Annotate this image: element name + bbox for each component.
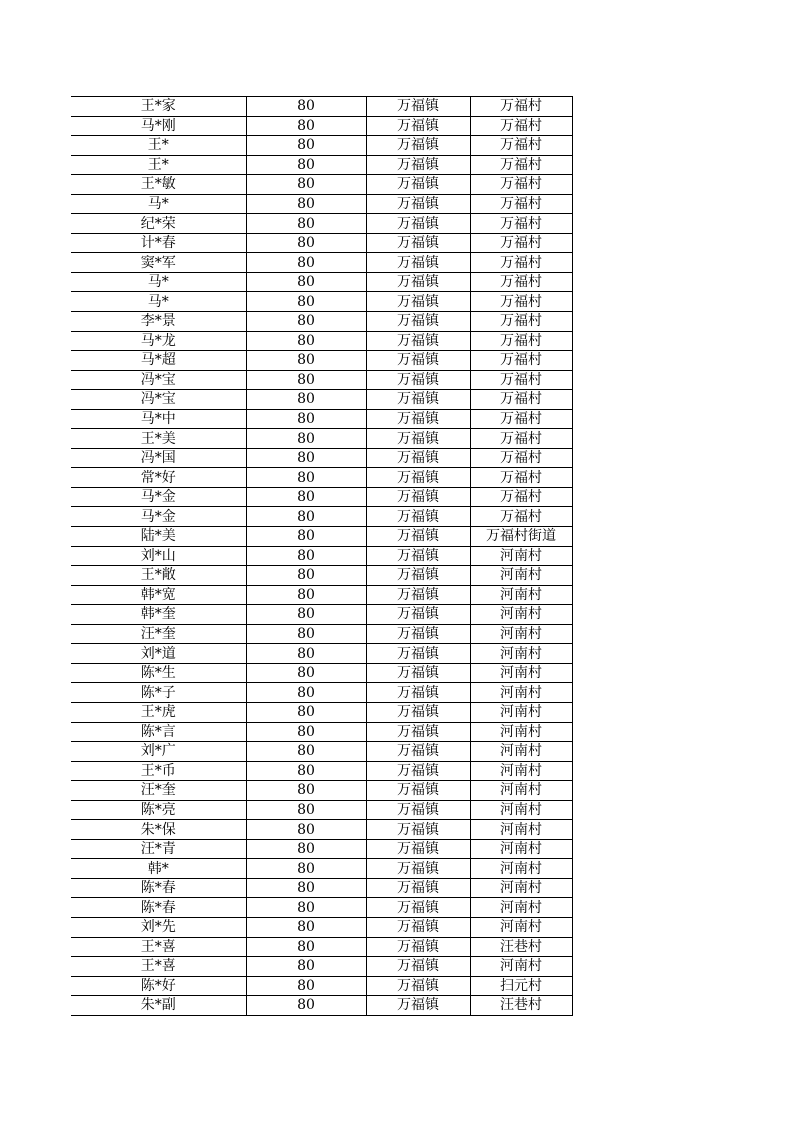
name-cell: 王*喜 bbox=[71, 937, 246, 957]
name-cell: 马* bbox=[71, 272, 246, 292]
town-cell: 万福镇 bbox=[366, 136, 470, 156]
town-cell: 万福镇 bbox=[366, 996, 470, 1016]
village-cell: 万福村 bbox=[470, 448, 572, 468]
name-cell: 王*喜 bbox=[71, 957, 246, 977]
amount-cell: 80 bbox=[246, 566, 366, 586]
name-cell: 李*景 bbox=[71, 312, 246, 332]
table-row bbox=[71, 898, 572, 918]
name-cell: 冯*宝 bbox=[71, 390, 246, 410]
amount-cell: 80 bbox=[246, 233, 366, 253]
amount-cell: 80 bbox=[246, 527, 366, 547]
village-cell: 汪巷村 bbox=[470, 937, 572, 957]
village-cell: 万福村 bbox=[470, 468, 572, 488]
table-row bbox=[71, 331, 572, 351]
table-row bbox=[71, 683, 572, 703]
table-row bbox=[71, 917, 572, 937]
village-cell: 万福村 bbox=[470, 214, 572, 234]
table-row bbox=[71, 409, 572, 429]
village-cell: 河南村 bbox=[470, 566, 572, 586]
amount-cell: 80 bbox=[246, 272, 366, 292]
town-cell: 万福镇 bbox=[366, 214, 470, 234]
table-row bbox=[71, 605, 572, 625]
village-cell: 万福村 bbox=[470, 390, 572, 410]
amount-cell: 80 bbox=[246, 448, 366, 468]
name-cell: 王*家 bbox=[71, 97, 246, 117]
amount-cell: 80 bbox=[246, 390, 366, 410]
table-row bbox=[71, 390, 572, 410]
amount-cell: 80 bbox=[246, 468, 366, 488]
amount-cell: 80 bbox=[246, 878, 366, 898]
amount-cell: 80 bbox=[246, 800, 366, 820]
amount-cell: 80 bbox=[246, 722, 366, 742]
amount-cell: 80 bbox=[246, 898, 366, 918]
table-row bbox=[71, 253, 572, 273]
village-cell: 河南村 bbox=[470, 878, 572, 898]
village-cell: 万福村 bbox=[470, 233, 572, 253]
table-row bbox=[71, 194, 572, 214]
village-cell: 万福村 bbox=[470, 351, 572, 371]
name-cell: 王*敞 bbox=[71, 566, 246, 586]
town-cell: 万福镇 bbox=[366, 116, 470, 136]
amount-cell: 80 bbox=[246, 702, 366, 722]
village-cell: 河南村 bbox=[470, 663, 572, 683]
table-row bbox=[71, 292, 572, 312]
table-row bbox=[71, 859, 572, 879]
village-cell: 万福村 bbox=[470, 312, 572, 332]
name-cell: 冯*国 bbox=[71, 448, 246, 468]
town-cell: 万福镇 bbox=[366, 976, 470, 996]
town-cell: 万福镇 bbox=[366, 175, 470, 195]
table-row bbox=[71, 233, 572, 253]
name-cell: 计*春 bbox=[71, 233, 246, 253]
village-cell: 万福村街道 bbox=[470, 527, 572, 547]
town-cell: 万福镇 bbox=[366, 487, 470, 507]
name-cell: 常*好 bbox=[71, 468, 246, 488]
town-cell: 万福镇 bbox=[366, 937, 470, 957]
town-cell: 万福镇 bbox=[366, 722, 470, 742]
amount-cell: 80 bbox=[246, 312, 366, 332]
village-cell: 汪巷村 bbox=[470, 996, 572, 1016]
village-cell: 河南村 bbox=[470, 644, 572, 664]
village-cell: 万福村 bbox=[470, 136, 572, 156]
amount-cell: 80 bbox=[246, 839, 366, 859]
name-cell: 马*刚 bbox=[71, 116, 246, 136]
table-row bbox=[71, 272, 572, 292]
town-cell: 万福镇 bbox=[366, 292, 470, 312]
village-cell: 河南村 bbox=[470, 585, 572, 605]
name-cell: 朱*保 bbox=[71, 820, 246, 840]
name-cell: 马*龙 bbox=[71, 331, 246, 351]
name-cell: 王*美 bbox=[71, 429, 246, 449]
table-row bbox=[71, 722, 572, 742]
name-cell: 汪*青 bbox=[71, 839, 246, 859]
village-cell: 万福村 bbox=[470, 507, 572, 527]
village-cell: 万福村 bbox=[470, 253, 572, 273]
town-cell: 万福镇 bbox=[366, 605, 470, 625]
table-row bbox=[71, 468, 572, 488]
amount-cell: 80 bbox=[246, 487, 366, 507]
name-cell: 陈*春 bbox=[71, 878, 246, 898]
town-cell: 万福镇 bbox=[366, 448, 470, 468]
amount-cell: 80 bbox=[246, 781, 366, 801]
town-cell: 万福镇 bbox=[366, 683, 470, 703]
village-cell: 万福村 bbox=[470, 429, 572, 449]
name-cell: 窦*军 bbox=[71, 253, 246, 273]
table-row bbox=[71, 839, 572, 859]
town-cell: 万福镇 bbox=[366, 957, 470, 977]
town-cell: 万福镇 bbox=[366, 390, 470, 410]
name-cell: 汪*奎 bbox=[71, 624, 246, 644]
amount-cell: 80 bbox=[246, 507, 366, 527]
name-cell: 朱*副 bbox=[71, 996, 246, 1016]
town-cell: 万福镇 bbox=[366, 761, 470, 781]
amount-cell: 80 bbox=[246, 292, 366, 312]
town-cell: 万福镇 bbox=[366, 468, 470, 488]
table-row bbox=[71, 781, 572, 801]
town-cell: 万福镇 bbox=[366, 409, 470, 429]
town-cell: 万福镇 bbox=[366, 507, 470, 527]
amount-cell: 80 bbox=[246, 253, 366, 273]
village-cell: 河南村 bbox=[470, 624, 572, 644]
village-cell: 河南村 bbox=[470, 800, 572, 820]
table-row bbox=[71, 566, 572, 586]
table-row bbox=[71, 429, 572, 449]
name-cell: 马* bbox=[71, 292, 246, 312]
name-cell: 刘*先 bbox=[71, 917, 246, 937]
amount-cell: 80 bbox=[246, 937, 366, 957]
amount-cell: 80 bbox=[246, 742, 366, 762]
table-row bbox=[71, 820, 572, 840]
village-cell: 扫元村 bbox=[470, 976, 572, 996]
table-row bbox=[71, 976, 572, 996]
name-cell: 刘*广 bbox=[71, 742, 246, 762]
table-row bbox=[71, 370, 572, 390]
amount-cell: 80 bbox=[246, 97, 366, 117]
town-cell: 万福镇 bbox=[366, 859, 470, 879]
village-cell: 河南村 bbox=[470, 605, 572, 625]
amount-cell: 80 bbox=[246, 683, 366, 703]
table-row bbox=[71, 546, 572, 566]
village-cell: 河南村 bbox=[470, 839, 572, 859]
table-body bbox=[71, 97, 572, 1016]
amount-cell: 80 bbox=[246, 409, 366, 429]
table-row bbox=[71, 448, 572, 468]
town-cell: 万福镇 bbox=[366, 194, 470, 214]
name-cell: 马*超 bbox=[71, 351, 246, 371]
village-cell: 万福村 bbox=[470, 116, 572, 136]
amount-cell: 80 bbox=[246, 644, 366, 664]
village-cell: 万福村 bbox=[470, 175, 572, 195]
town-cell: 万福镇 bbox=[366, 253, 470, 273]
table-row bbox=[71, 507, 572, 527]
amount-cell: 80 bbox=[246, 663, 366, 683]
village-cell: 河南村 bbox=[470, 683, 572, 703]
town-cell: 万福镇 bbox=[366, 546, 470, 566]
village-cell: 河南村 bbox=[470, 917, 572, 937]
name-cell: 陈*子 bbox=[71, 683, 246, 703]
village-cell: 万福村 bbox=[470, 194, 572, 214]
amount-cell: 80 bbox=[246, 996, 366, 1016]
town-cell: 万福镇 bbox=[366, 585, 470, 605]
name-cell: 陈*言 bbox=[71, 722, 246, 742]
table-row bbox=[71, 742, 572, 762]
town-cell: 万福镇 bbox=[366, 663, 470, 683]
amount-cell: 80 bbox=[246, 976, 366, 996]
town-cell: 万福镇 bbox=[366, 272, 470, 292]
amount-cell: 80 bbox=[246, 859, 366, 879]
table-row bbox=[71, 957, 572, 977]
table-row bbox=[71, 116, 572, 136]
data-table bbox=[71, 96, 573, 1016]
village-cell: 万福村 bbox=[470, 370, 572, 390]
name-cell: 韩*宽 bbox=[71, 585, 246, 605]
table-row bbox=[71, 761, 572, 781]
village-cell: 河南村 bbox=[470, 702, 572, 722]
table-row bbox=[71, 624, 572, 644]
town-cell: 万福镇 bbox=[366, 155, 470, 175]
name-cell: 汪*奎 bbox=[71, 781, 246, 801]
name-cell: 冯*宝 bbox=[71, 370, 246, 390]
name-cell: 王*币 bbox=[71, 761, 246, 781]
town-cell: 万福镇 bbox=[366, 898, 470, 918]
village-cell: 万福村 bbox=[470, 331, 572, 351]
town-cell: 万福镇 bbox=[366, 839, 470, 859]
table-row bbox=[71, 214, 572, 234]
table-row bbox=[71, 937, 572, 957]
name-cell: 王* bbox=[71, 155, 246, 175]
village-cell: 万福村 bbox=[470, 155, 572, 175]
table-row bbox=[71, 527, 572, 547]
village-cell: 河南村 bbox=[470, 781, 572, 801]
name-cell: 王* bbox=[71, 136, 246, 156]
name-cell: 马*金 bbox=[71, 487, 246, 507]
name-cell: 刘*道 bbox=[71, 644, 246, 664]
amount-cell: 80 bbox=[246, 175, 366, 195]
town-cell: 万福镇 bbox=[366, 644, 470, 664]
village-cell: 万福村 bbox=[470, 272, 572, 292]
town-cell: 万福镇 bbox=[366, 97, 470, 117]
table-row bbox=[71, 136, 572, 156]
amount-cell: 80 bbox=[246, 351, 366, 371]
amount-cell: 80 bbox=[246, 917, 366, 937]
village-cell: 万福村 bbox=[470, 97, 572, 117]
town-cell: 万福镇 bbox=[366, 312, 470, 332]
town-cell: 万福镇 bbox=[366, 527, 470, 547]
village-cell: 万福村 bbox=[470, 409, 572, 429]
amount-cell: 80 bbox=[246, 820, 366, 840]
town-cell: 万福镇 bbox=[366, 800, 470, 820]
town-cell: 万福镇 bbox=[366, 331, 470, 351]
village-cell: 万福村 bbox=[470, 487, 572, 507]
name-cell: 马*金 bbox=[71, 507, 246, 527]
name-cell: 陆*美 bbox=[71, 527, 246, 547]
amount-cell: 80 bbox=[246, 370, 366, 390]
table-row bbox=[71, 878, 572, 898]
amount-cell: 80 bbox=[246, 429, 366, 449]
name-cell: 纪*荣 bbox=[71, 214, 246, 234]
amount-cell: 80 bbox=[246, 624, 366, 644]
town-cell: 万福镇 bbox=[366, 624, 470, 644]
amount-cell: 80 bbox=[246, 194, 366, 214]
amount-cell: 80 bbox=[246, 331, 366, 351]
name-cell: 陈*好 bbox=[71, 976, 246, 996]
table-row bbox=[71, 155, 572, 175]
table-row bbox=[71, 800, 572, 820]
amount-cell: 80 bbox=[246, 585, 366, 605]
table-row bbox=[71, 702, 572, 722]
name-cell: 王*虎 bbox=[71, 702, 246, 722]
table-row bbox=[71, 97, 572, 117]
name-cell: 陈*亮 bbox=[71, 800, 246, 820]
table-row bbox=[71, 175, 572, 195]
table-row bbox=[71, 487, 572, 507]
table-row bbox=[71, 312, 572, 332]
town-cell: 万福镇 bbox=[366, 351, 470, 371]
town-cell: 万福镇 bbox=[366, 917, 470, 937]
village-cell: 万福村 bbox=[470, 292, 572, 312]
town-cell: 万福镇 bbox=[366, 742, 470, 762]
village-cell: 河南村 bbox=[470, 820, 572, 840]
table-row bbox=[71, 996, 572, 1016]
table-row bbox=[71, 663, 572, 683]
name-cell: 韩* bbox=[71, 859, 246, 879]
table-row bbox=[71, 585, 572, 605]
name-cell: 韩*奎 bbox=[71, 605, 246, 625]
table-row bbox=[71, 351, 572, 371]
village-cell: 河南村 bbox=[470, 898, 572, 918]
village-cell: 河南村 bbox=[470, 722, 572, 742]
amount-cell: 80 bbox=[246, 546, 366, 566]
amount-cell: 80 bbox=[246, 136, 366, 156]
village-cell: 河南村 bbox=[470, 742, 572, 762]
town-cell: 万福镇 bbox=[366, 429, 470, 449]
name-cell: 马*中 bbox=[71, 409, 246, 429]
amount-cell: 80 bbox=[246, 605, 366, 625]
village-cell: 河南村 bbox=[470, 546, 572, 566]
amount-cell: 80 bbox=[246, 957, 366, 977]
amount-cell: 80 bbox=[246, 214, 366, 234]
amount-cell: 80 bbox=[246, 116, 366, 136]
name-cell: 刘*山 bbox=[71, 546, 246, 566]
town-cell: 万福镇 bbox=[366, 566, 470, 586]
amount-cell: 80 bbox=[246, 155, 366, 175]
name-cell: 王*敏 bbox=[71, 175, 246, 195]
town-cell: 万福镇 bbox=[366, 233, 470, 253]
village-cell: 河南村 bbox=[470, 957, 572, 977]
village-cell: 河南村 bbox=[470, 761, 572, 781]
name-cell: 陈*生 bbox=[71, 663, 246, 683]
town-cell: 万福镇 bbox=[366, 781, 470, 801]
name-cell: 陈*春 bbox=[71, 898, 246, 918]
village-cell: 河南村 bbox=[470, 859, 572, 879]
table-row bbox=[71, 644, 572, 664]
town-cell: 万福镇 bbox=[366, 820, 470, 840]
town-cell: 万福镇 bbox=[366, 370, 470, 390]
amount-cell: 80 bbox=[246, 761, 366, 781]
town-cell: 万福镇 bbox=[366, 878, 470, 898]
name-cell: 马* bbox=[71, 194, 246, 214]
town-cell: 万福镇 bbox=[366, 702, 470, 722]
